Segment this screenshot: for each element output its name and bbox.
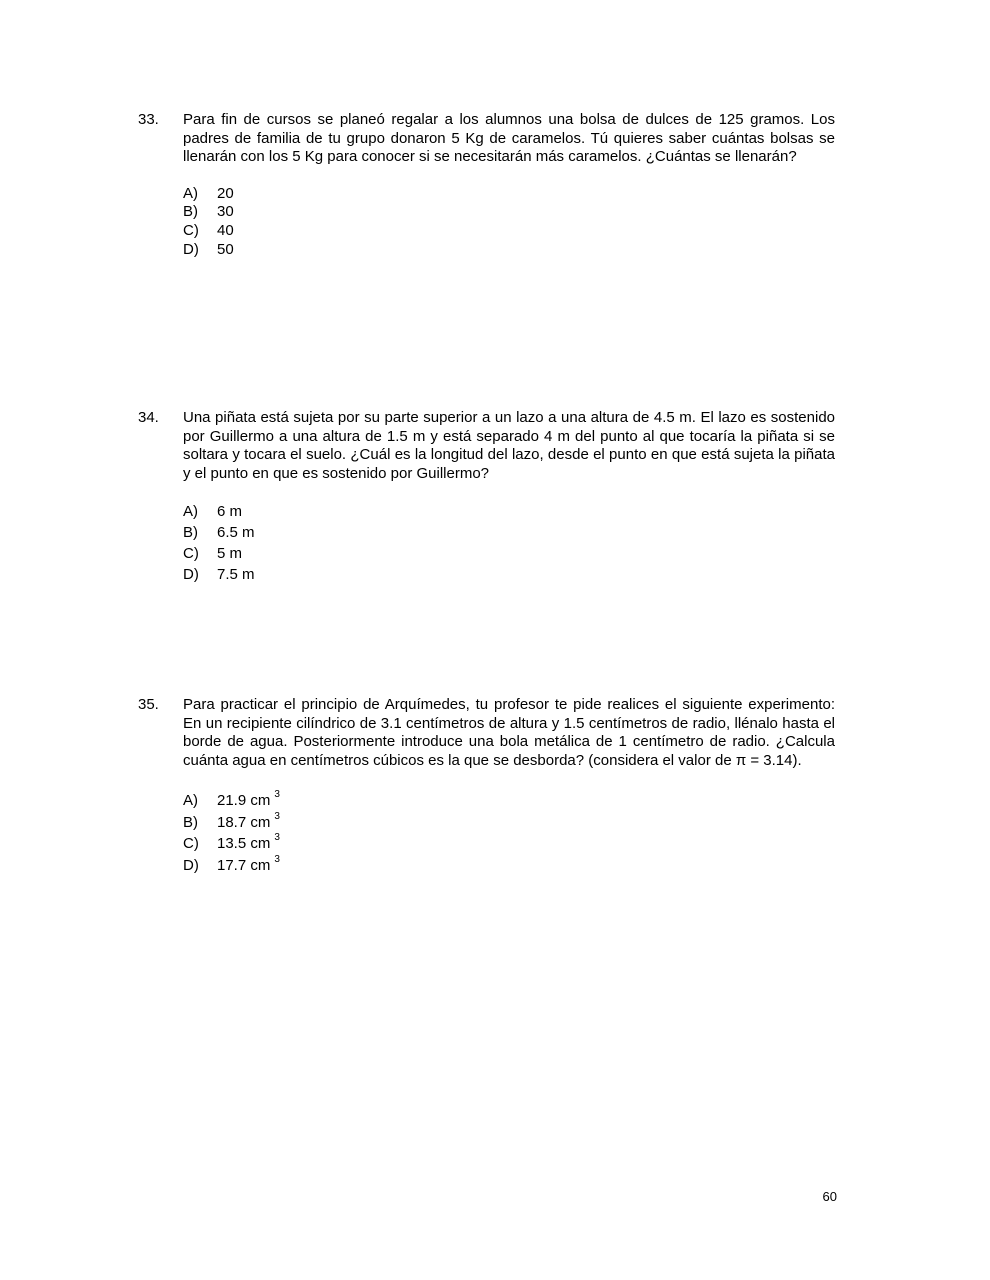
option-value: 18.7 cm: [217, 813, 271, 831]
question-number: 34.: [138, 409, 159, 426]
question-text: Una piñata está sujeta por su parte superior a un lazo a una altura de 4.5 m. El lazo es sostenido por Guillermo a una altura de 1.5 m y está separado 4 m del punto al que tocaría la piñata si se soltara y tocara el suelo. ¿Cuál es la longitud del lazo, desde el punto en que está sujeta la piñata y el punto en que es sostenido por Guillermo?: [183, 409, 835, 482]
option-value: 7.5 m: [217, 566, 255, 584]
option-value: 20: [217, 184, 234, 202]
option-value: 21.9 cm: [217, 792, 271, 810]
option-a: [183, 501, 835, 522]
option-exponent: 3: [274, 853, 280, 865]
option-letter: A): [183, 792, 198, 810]
option-value: 50: [217, 240, 234, 258]
option-d: [183, 241, 835, 260]
option-letter: A): [183, 503, 198, 521]
option-value: 6 m: [217, 503, 243, 521]
question-34: [138, 409, 835, 585]
question-body: [183, 409, 835, 585]
question-number: 33.: [138, 111, 159, 128]
option-letter: D): [183, 856, 199, 874]
option-value: 5 m: [217, 545, 243, 563]
option-letter: B): [183, 524, 198, 542]
answer-options: [183, 501, 835, 585]
option-letter: B): [183, 813, 198, 831]
option-letter: C): [183, 221, 199, 239]
option-value: 30: [217, 203, 234, 221]
option-letter: A): [183, 184, 198, 202]
question-text: Para fin de cursos se planeó regalar a los alumnos una bolsa de dulces de 125 gramos. Los padres de familia de tu grupo donaron 5 Kg de caramelos. Tú quieres saber cuántas bolsas se llenarán con los 5 Kg para conocer si se necesitarán más caramelos. ¿Cuántas se llenarán?: [183, 111, 835, 166]
option-d: [183, 564, 835, 585]
option-value: 17.7 cm: [217, 856, 271, 874]
option-c: [183, 543, 835, 564]
option-exponent: 3: [274, 832, 280, 844]
question-body: [183, 696, 835, 876]
question-text: Para practicar el principio de Arquímedes, tu profesor te pide realices el siguiente experimento: En un recipiente cilíndrico de 3.1 centímetros de altura y 1.5 centímetros de radio, llénalo hasta el borde de agua. Posteriormente introduce una bola metálica de 1 centímetro de radio. ¿Calcula cuánta agua en centímetros cúbicos es la que se desborda? (considera el valor de π = 3.14).: [183, 696, 835, 769]
question-35: [138, 696, 835, 876]
option-letter: D): [183, 566, 199, 584]
option-value: 13.5 cm: [217, 835, 271, 853]
option-b: [183, 203, 835, 222]
option-b: [183, 522, 835, 543]
answer-options: [183, 185, 835, 259]
option-value: 40: [217, 221, 234, 239]
option-exponent: 3: [274, 810, 280, 822]
option-b: [183, 812, 835, 834]
option-c: [183, 833, 835, 855]
option-letter: D): [183, 240, 199, 258]
option-exponent: 3: [274, 789, 280, 801]
page-number: 60: [822, 1189, 837, 1204]
option-d: [183, 855, 835, 877]
option-value: 6.5 m: [217, 524, 255, 542]
option-letter: C): [183, 835, 199, 853]
option-a: [183, 185, 835, 204]
option-letter: B): [183, 203, 198, 221]
question-number: 35.: [138, 696, 159, 713]
option-letter: C): [183, 545, 199, 563]
question-body: [183, 111, 835, 259]
option-a: [183, 790, 835, 812]
question-33: [138, 111, 835, 259]
answer-options: [183, 790, 835, 876]
option-c: [183, 222, 835, 241]
